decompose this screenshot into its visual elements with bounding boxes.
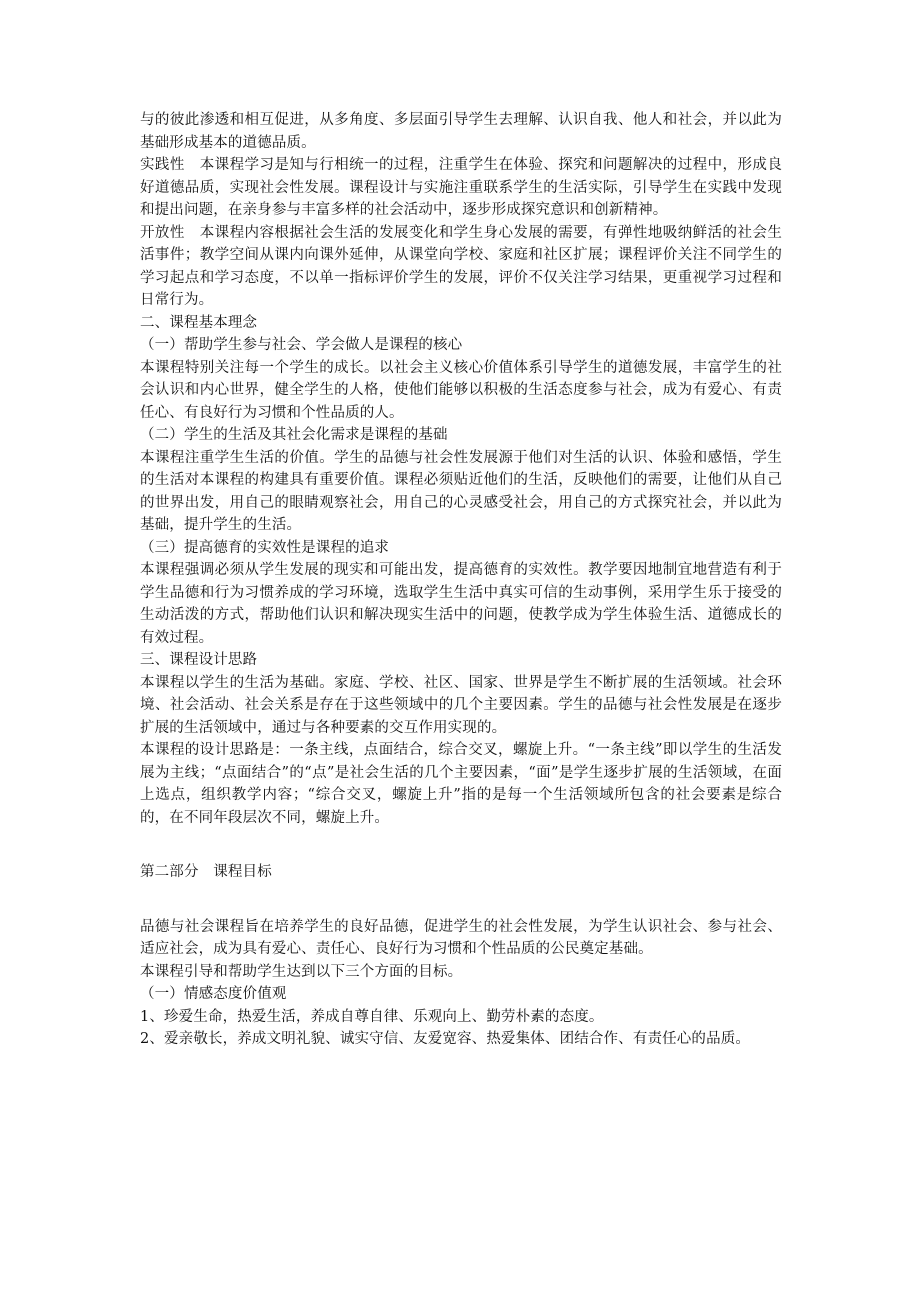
paragraph: 本课程特别关注每一个学生的成长。以社会主义核心价值体系引导学生的道德发展，丰富学生的社会认识和内心世界，健全学生的人格，使他们能够以积极的生活态度参与社会，成为有爱心、有责任心、有良好行为习惯和个性品质的人。 (140, 359, 782, 421)
paragraph: 本课程引导和帮助学生达到以下三个方面的目标。 (140, 963, 463, 980)
paragraph: 开放性 本课程内容根据社会生活的发展变化和学生身心发展的需要，有弹性地吸纳鲜活的社会生活事件；教学空间从课内向课外延伸，从课堂向学校、家庭和社区扩展；课程评价关注不同学生的学习起点和学习态度，不以单一指标评价学生的发展，评价不仅关注学习结果，更重视学习过程和日常行为。 (140, 224, 782, 308)
paragraph: 实践性 本课程学习是知与行相统一的过程，注重学生在体验、探究和问题解决的过程中，形成良好道德品质，实现社会性发展。课程设计与实施注重联系学生的生活实际，引导学生在实践中发现和提出问题，在亲身参与丰富多样的社会活动中，逐步形成探究意识和创新精神。 (140, 157, 782, 218)
section-part-two (140, 916, 782, 1051)
paragraph: 三、课程设计思路 (140, 652, 258, 668)
document-body (140, 109, 782, 1051)
paragraph: （二）学生的生活及其社会化需求是课程的基础 (140, 427, 448, 443)
paragraph: 二、课程基本理念 (140, 314, 258, 331)
paragraph: （一）情感态度价值观 (140, 986, 287, 1002)
section-part-one (140, 109, 782, 829)
paragraph: 与的彼此渗透和相互促进，从多角度、多层面引导学生去理解、认识自我、他人和社会，并以此为基础形成基本的道德品质。 (140, 112, 782, 151)
paragraph: 本课程强调必须从学生发展的现实和可能出发，提高德育的实效性。教学要因地制宜地营造有利于学生品德和行为习惯养成的学习环境，选取学生生活中真实可信的生动事例，采用学生乐于接受的生动活泼的方式，帮助他们认识和解决现实生活中的问题，使教学成为学生体验生活、道德成长的有效过程。 (140, 562, 782, 646)
paragraph: 2、爱亲敬长，养成文明礼貌、诚实守信、友爱宽容、热爱集体、团结合作、有责任心的品质。 (140, 1031, 751, 1047)
paragraph: （三）提高德育的实效性是课程的追求 (140, 539, 390, 556)
paragraph: 1、珍爱生命，热爱生活，养成自尊自律、乐观向上、勤劳朴素的态度。 (140, 1008, 604, 1025)
section-gap (140, 829, 782, 861)
section-gap (140, 884, 782, 916)
section-title: 第二部分 课程目标 (140, 864, 272, 880)
paragraph: 本课程注重学生生活的价值。学生的品德与社会性发展源于他们对生活的认识、体验和感悟，学生的生活对本课程的构建具有重要价值。课程必须贴近他们的生活，反映他们的需要，让他们从自己的世界出发，用自己的眼睛观察社会，用自己的心灵感受社会，用自己的方式探究社会，并以此为基础，提升学生的生活。 (140, 449, 782, 533)
paragraph: 本课程的设计思路是：一条主线，点面结合，综合交叉，螺旋上升。“一条主线”即以学生的生活发展为主线；“点面结合”的“点”是社会生活的几个主要因素，“面”是学生逐步扩展的生活领域，在面上选点，组织教学内容；“综合交叉，螺旋上升”指的是每一个生活领域所包含的社会要素是综合的，在不同年段层次不同，螺旋上升。 (140, 742, 782, 826)
paragraph: 品德与社会课程旨在培养学生的良好品德，促进学生的社会性发展，为学生认识社会、参与社会、适应社会，成为具有爱心、责任心、良好行为习惯和个性品质的公民奠定基础。 (140, 918, 782, 957)
paragraph: 本课程以学生的生活为基础。家庭、学校、社区、国家、世界是学生不断扩展的生活领域。社会环境、社会活动、社会关系是存在于这些领域中的几个主要因素。学生的品德与社会性发展是在逐步扩展的生活领域中，通过与各种要素的交互作用实现的。 (140, 674, 782, 736)
paragraph: （一）帮助学生参与社会、学会做人是课程的核心 (140, 337, 463, 353)
